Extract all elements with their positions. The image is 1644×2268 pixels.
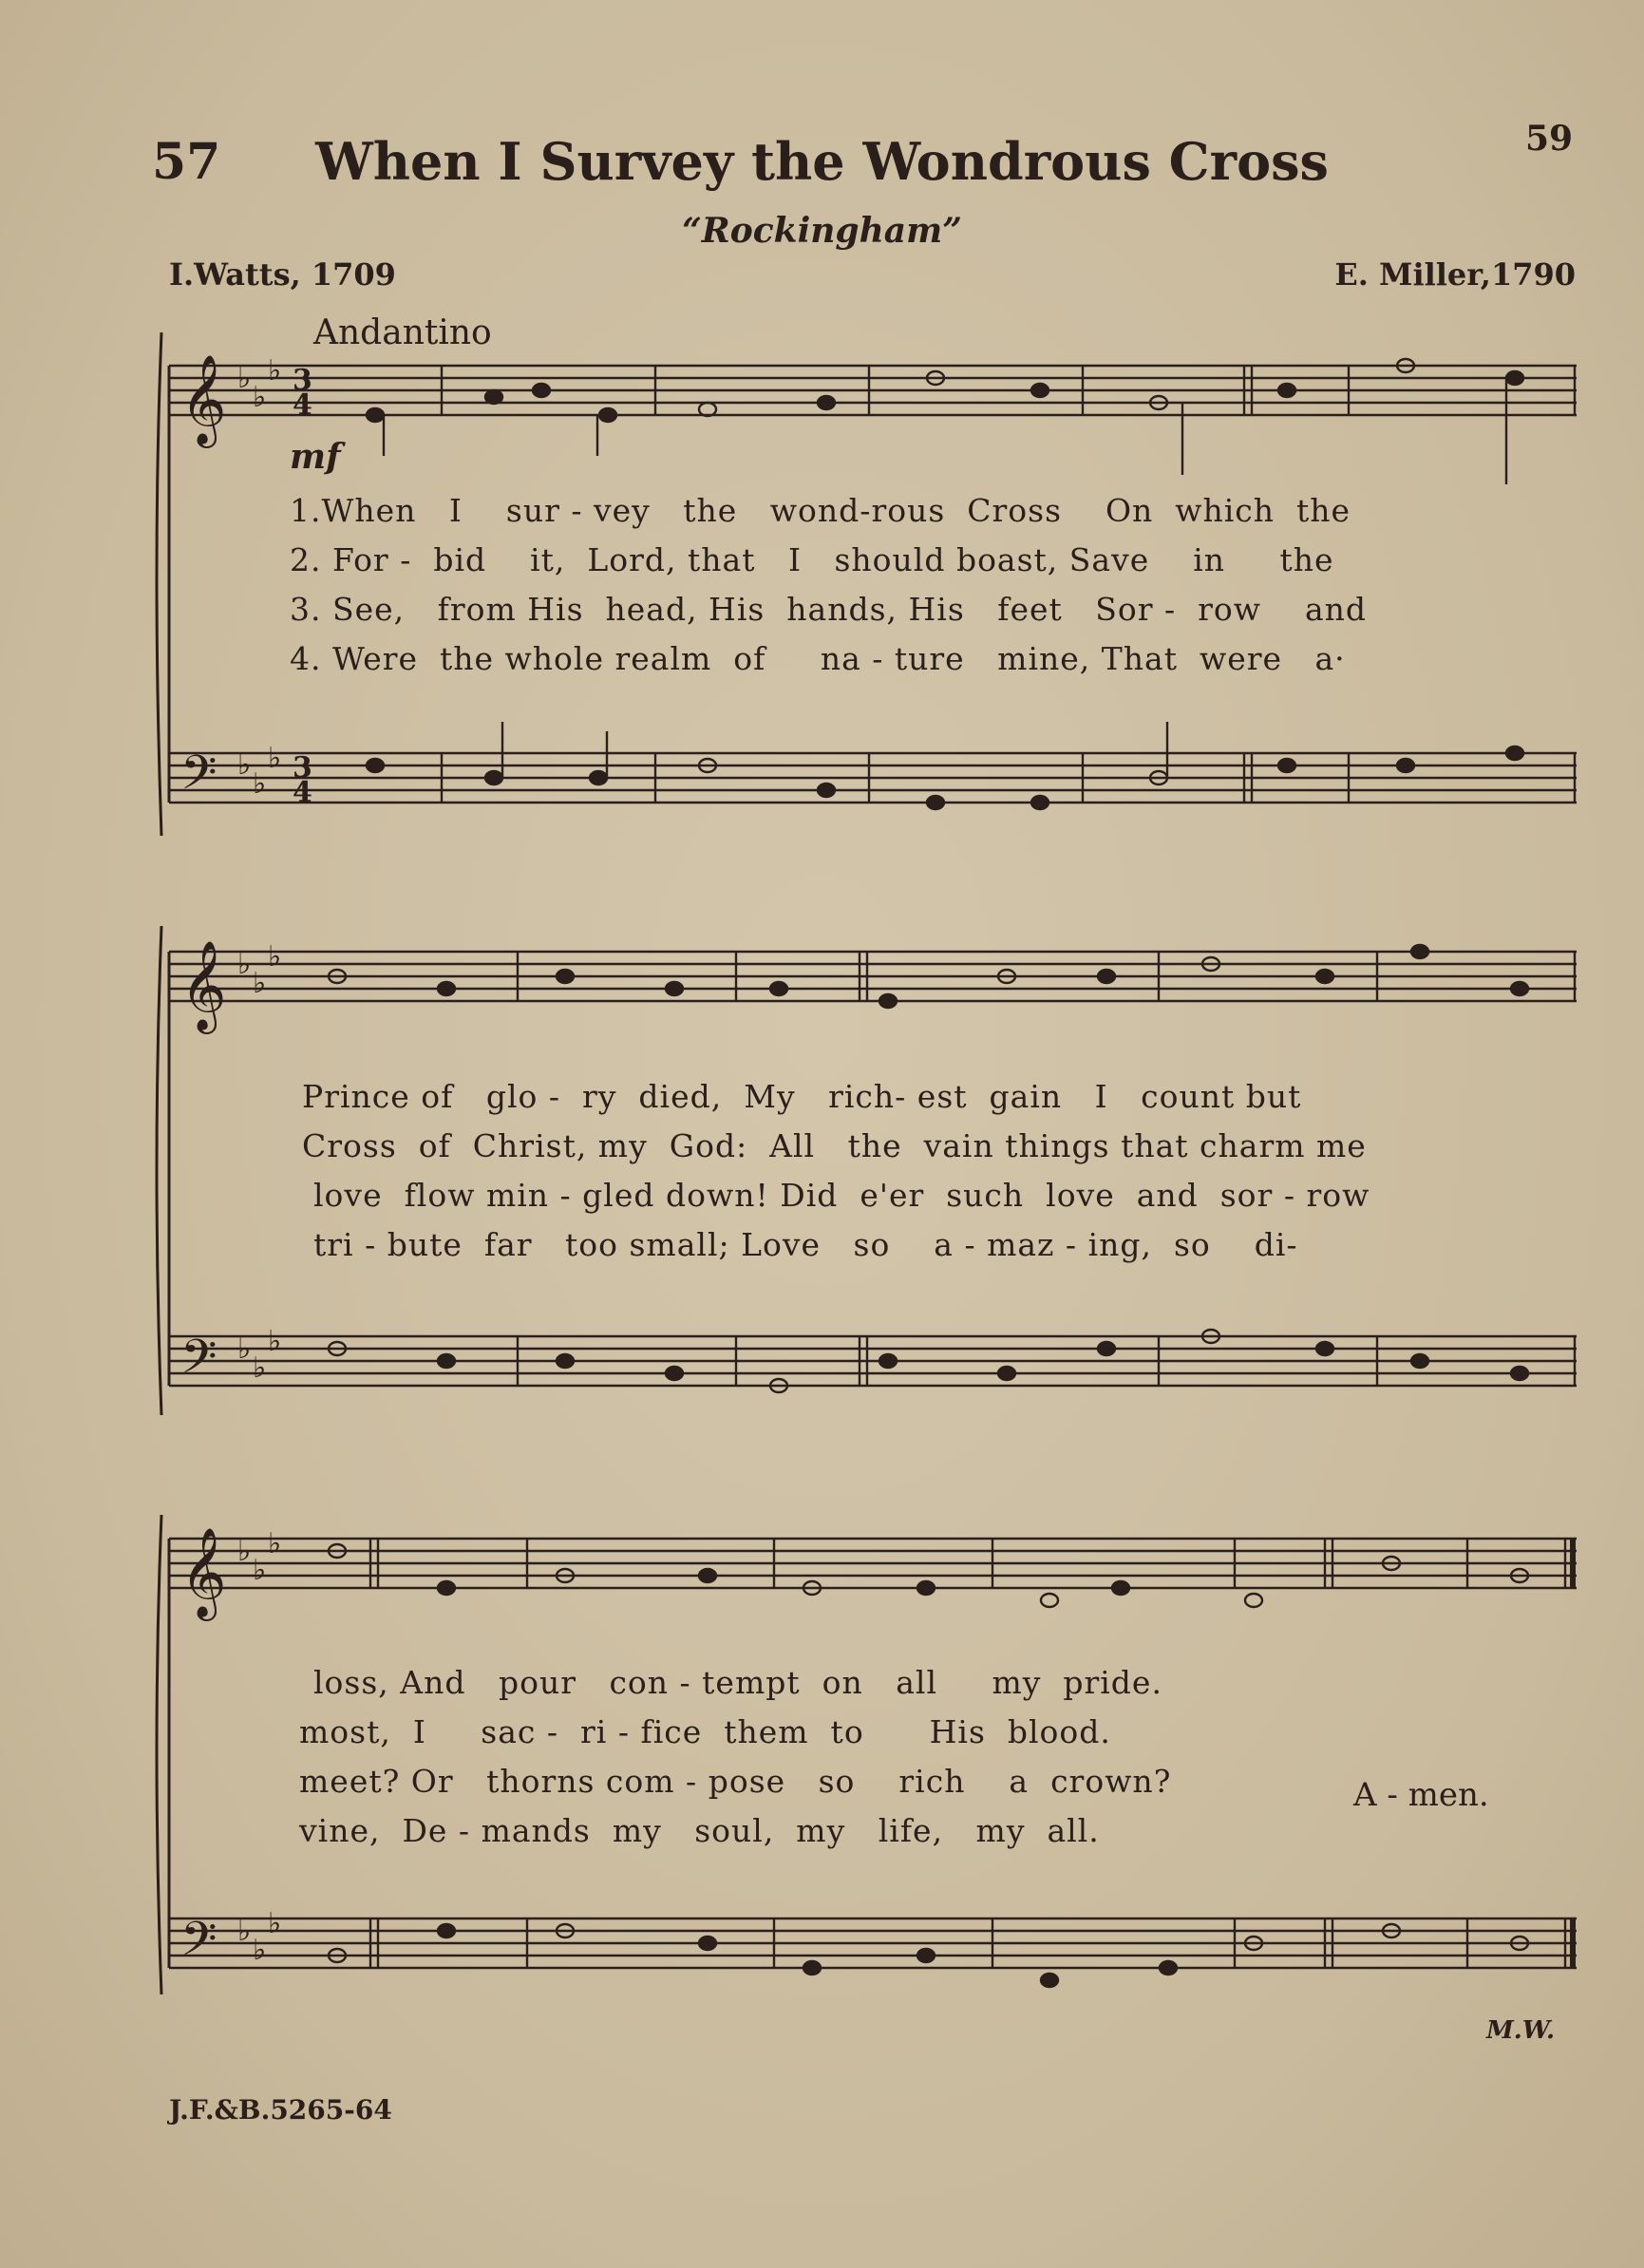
svg-text:♭: ♭: [237, 362, 252, 395]
svg-text:♭: ♭: [237, 1535, 252, 1568]
svg-text:𝄢: 𝄢: [180, 1330, 217, 1396]
svg-text:♭: ♭: [237, 948, 252, 981]
svg-text:♭: ♭: [268, 354, 282, 387]
svg-text:3: 3: [293, 751, 312, 784]
lyric-verse-1-line-2: Prince of glo - ry died, My rich- est gain I count but: [302, 1078, 1302, 1115]
lyric-verse-3-line-1: 3. See, from His head, His hands, His feet Sor - row and: [290, 591, 1368, 628]
system-3-treble-staff: [169, 1539, 1577, 1588]
svg-text:3: 3: [293, 364, 312, 397]
svg-text:♭: ♭: [253, 1351, 267, 1385]
system-3-bass-staff: [169, 1918, 1577, 1968]
lyric-verse-3-line-3: meet? Or thorns com - pose so rich a crown?: [299, 1763, 1172, 1800]
svg-text:4: 4: [293, 776, 312, 809]
svg-text:𝄢: 𝄢: [180, 1912, 217, 1978]
amen-lyric: A - men.: [1353, 1776, 1489, 1814]
hymn-number: 57: [152, 133, 221, 191]
system-2-treble-staff: [169, 952, 1577, 1001]
svg-text:♭: ♭: [253, 767, 267, 801]
svg-text:♭: ♭: [237, 1915, 252, 1948]
svg-text:♭: ♭: [268, 940, 282, 973]
svg-text:𝄞: 𝄞: [180, 940, 227, 1030]
lyric-verse-1-line-3: loss, And pour con - tempt on all my pride.: [313, 1664, 1162, 1701]
svg-text:♭: ♭: [253, 1554, 267, 1587]
lyric-verse-4-line-2: tri - bute far too small; Love so a - maz - ing, so di-: [313, 1226, 1298, 1263]
lyric-verse-4-line-1: 4. Were the whole realm of na - ture mine, That were a·: [290, 640, 1346, 677]
svg-text:♭: ♭: [237, 748, 252, 782]
words-credit: I.Watts, 1709: [169, 256, 396, 293]
system-2-bass-staff: [169, 1336, 1577, 1386]
svg-text:♭: ♭: [268, 742, 282, 775]
svg-text:𝄞: 𝄞: [180, 1527, 227, 1617]
lyric-verse-3-line-2: love flow min - gled down! Did e'er such love and sor - row: [313, 1177, 1370, 1214]
lyric-verse-1-line-1: 1.When I sur - vey the wond-rous Cross On which the: [290, 492, 1351, 529]
svg-text:𝄢: 𝄢: [180, 746, 217, 812]
tempo-marking: Andantino: [313, 313, 492, 352]
lyric-verse-2-line-1: 2. For - bid it, Lord, that I should boast, Save in the: [290, 541, 1334, 578]
arranger-initials: M.W.: [1486, 2016, 1556, 2045]
lyric-verse-2-line-3: most, I sac - ri - fice them to His blood.: [299, 1713, 1111, 1750]
svg-text:♭: ♭: [268, 1325, 282, 1358]
lyric-verse-2-line-2: Cross of Christ, my God: All the vain things that charm me: [302, 1127, 1367, 1164]
svg-text:♭: ♭: [268, 1527, 282, 1560]
music-credit: E. Miller,1790: [1334, 256, 1576, 293]
svg-text:♭: ♭: [268, 1907, 282, 1940]
svg-text:♭: ♭: [253, 967, 267, 1000]
svg-text:4: 4: [293, 388, 312, 422]
tune-name: “Rockingham”: [682, 211, 962, 251]
dynamic-marking: mf: [290, 437, 341, 477]
svg-text:♭: ♭: [253, 381, 267, 414]
plate-number: J.F.&B.5265-64: [169, 2094, 392, 2126]
svg-text:♭: ♭: [253, 1934, 267, 1967]
page-number: 59: [1525, 119, 1574, 159]
svg-text:♭: ♭: [237, 1332, 252, 1366]
lyric-verse-4-line-3: vine, De - mands my soul, my life, my all.: [299, 1812, 1100, 1849]
hymn-title: When I Survey the Wondrous Cross: [315, 131, 1329, 192]
svg-text:𝄞: 𝄞: [180, 354, 227, 444]
system-1-treble-staff: [169, 366, 1577, 415]
